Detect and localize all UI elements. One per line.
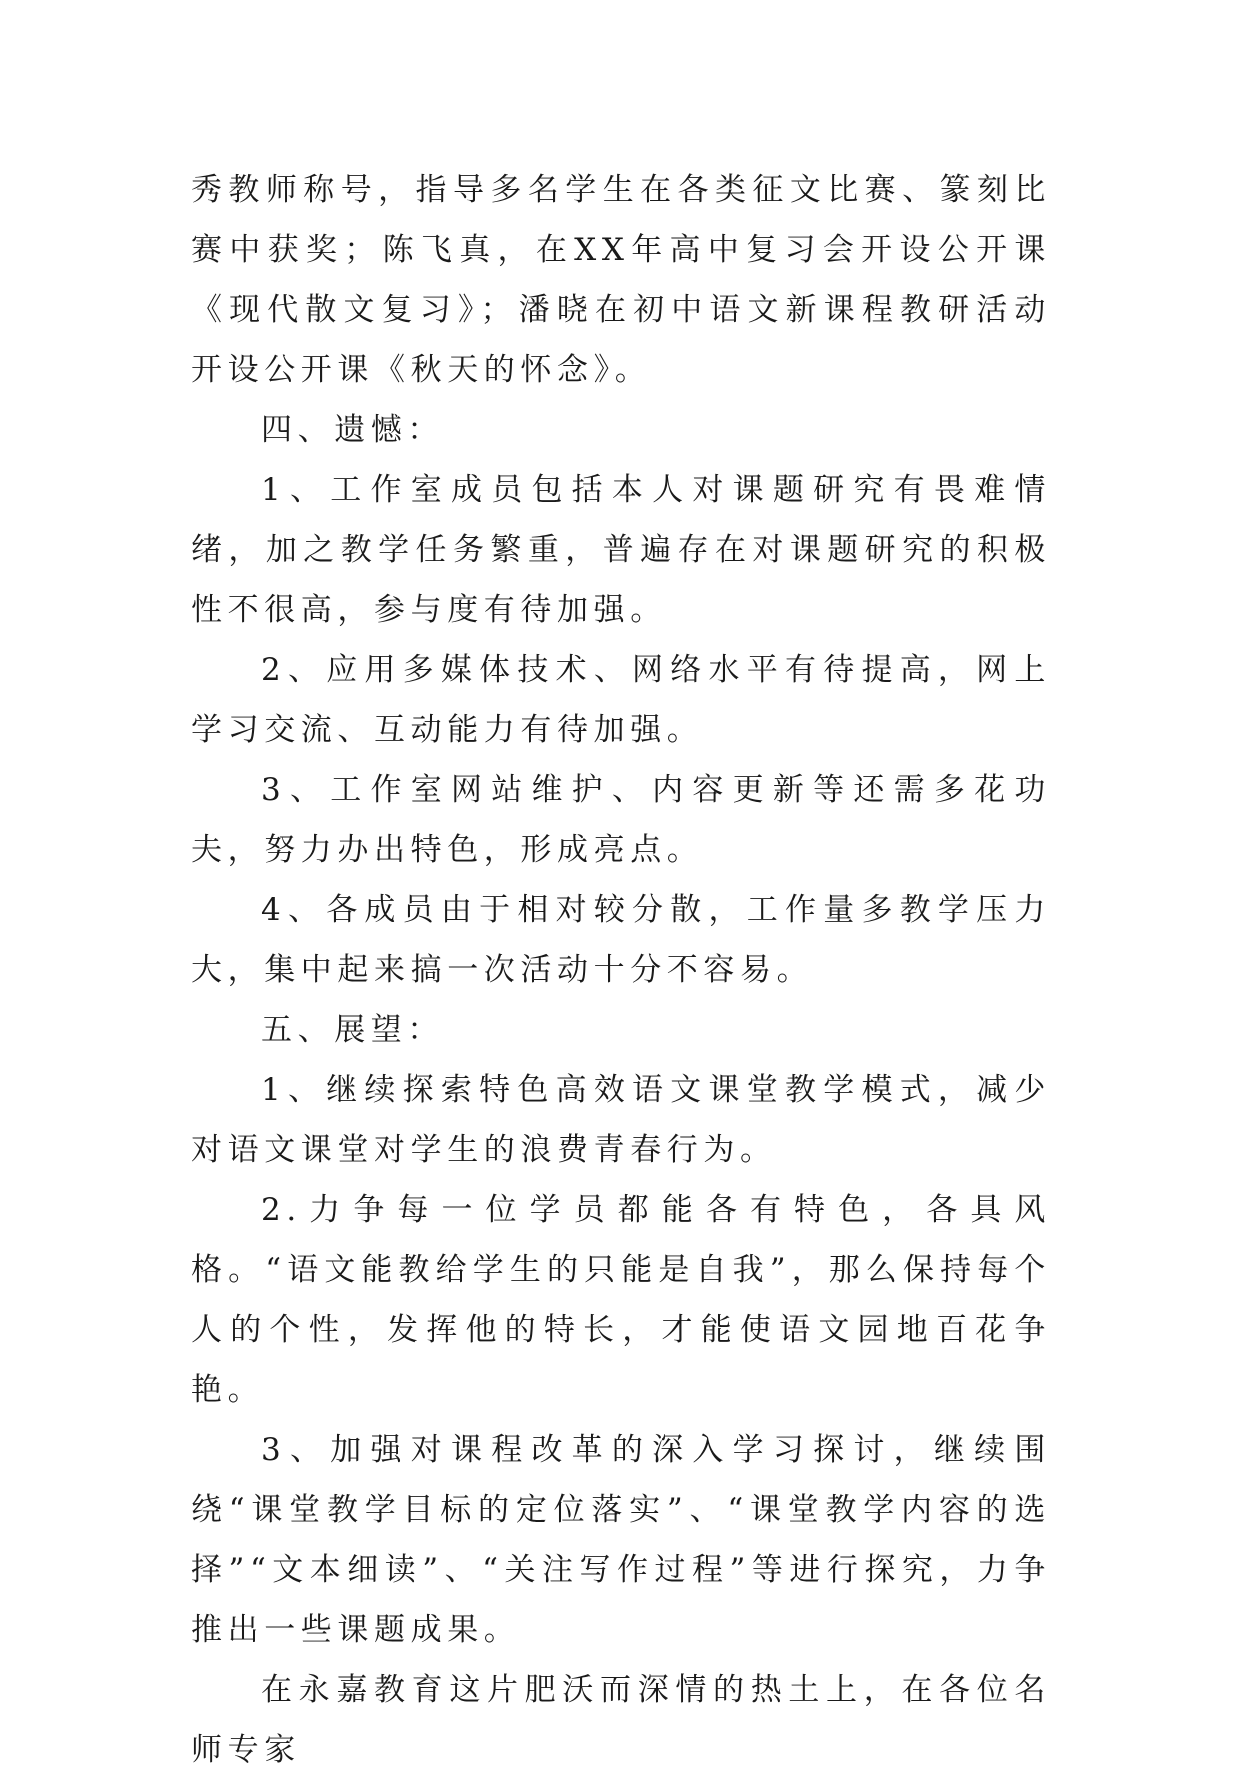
regret-item-1: 1、工作室成员包括本人对课题研究有畏难情绪，加之教学任务繁重，普遍存在对课题研究的积极性不很高，参与度有待加强。 xyxy=(191,472,1051,628)
regret-item-4: 4、各成员由于相对较分散，工作量多教学压力大，集中起来搞一次活动十分不容易。 xyxy=(191,892,1051,988)
regret-item-3: 3、工作室网站维护、内容更新等还需多花功夫，努力办出特色，形成亮点。 xyxy=(191,772,1051,868)
regret-item-2: 2、应用多媒体技术、网络水平有待提高，网上学习交流、互动能力有待加强。 xyxy=(191,652,1051,748)
paragraph-continuation: 秀教师称号，指导多名学生在各类征文比赛、篆刻比赛中获奖；陈飞真，在XX年高中复习会开设公开课《现代散文复习》；潘晓在初中语文新课程教研活动开设公开课《秋天的怀念》。 xyxy=(191,172,1051,388)
outlook-item-1: 1、继续探索特色高效语文课堂教学模式，减少对语文课堂对学生的浪费青春行为。 xyxy=(191,1072,1051,1168)
outlook-item-2: 2.力争每一位学员都能各有特色，各具风格。“语文能教给学生的只能是自我”，那么保持每个人的个性，发挥他的特长，才能使语文园地百花争艳。 xyxy=(191,1192,1051,1408)
section-heading-outlook: 五、展望： xyxy=(261,1012,444,1048)
closing-paragraph: 在永嘉教育这片肥沃而深情的热土上，在各位名师专家 xyxy=(191,1672,1051,1768)
section-heading-regrets: 四、遗憾： xyxy=(261,412,444,448)
document-body xyxy=(191,160,1051,1780)
outlook-item-3: 3、加强对课程改革的深入学习探讨，继续围绕“课堂教学目标的定位落实”、“课堂教学内容的选择”“文本细读”、“关注写作过程”等进行探究，力争推出一些课题成果。 xyxy=(191,1432,1051,1648)
